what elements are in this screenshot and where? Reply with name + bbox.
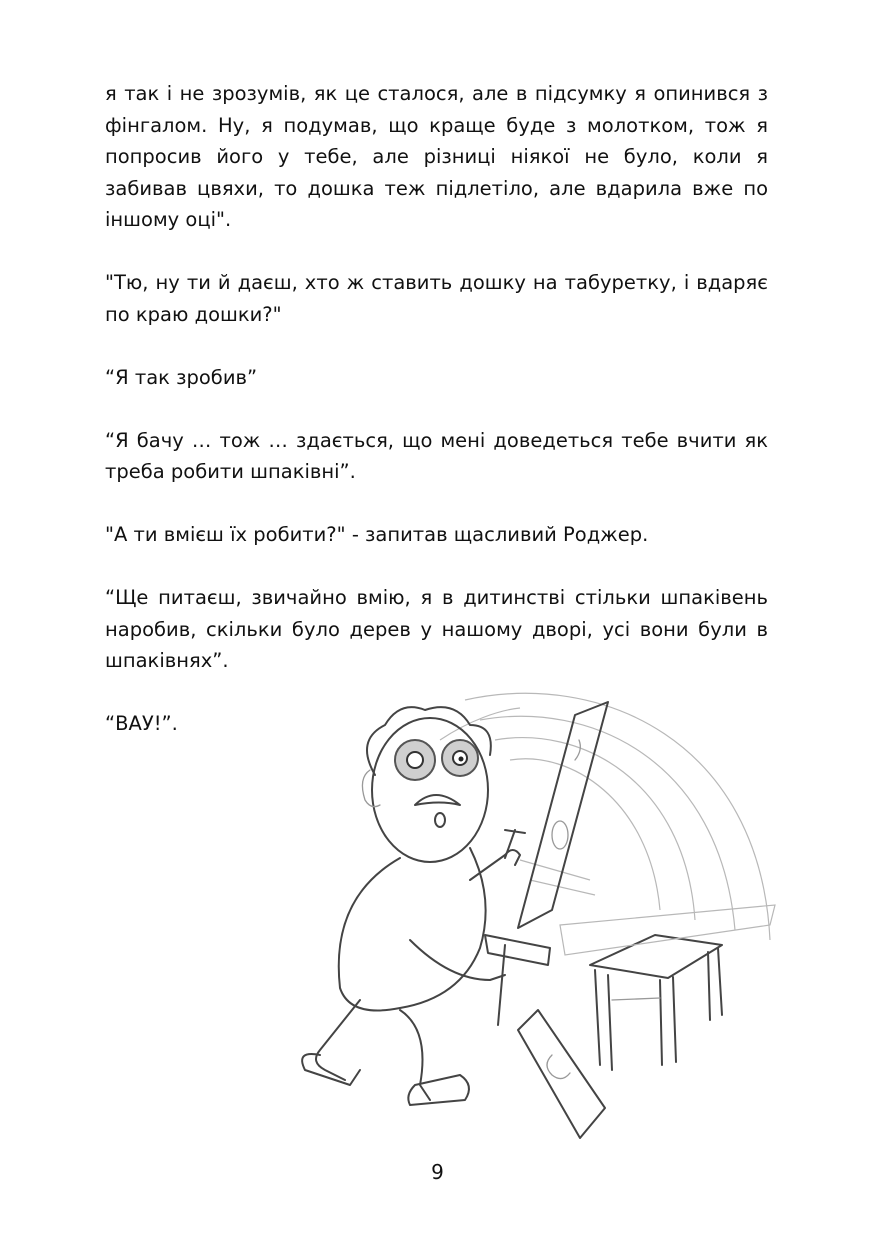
paragraph: "А ти вмієш їх робити?" - запитав щасливий Роджер. (105, 523, 649, 546)
page-number: 9 (431, 1160, 444, 1184)
paragraph: “ВАУ!”. (105, 712, 178, 735)
man-hammer-board-illustration (290, 680, 790, 1150)
paragraph: “Я так зробив” (105, 365, 258, 389)
sketch-drawing (290, 680, 790, 1150)
story-text (105, 78, 768, 740)
paragraph: я так і не зрозумів, як це сталося, але в підсумку я опинився з фінгалом. Ну, я подумав, що краще буде з молотком, тож я попросив його у тебе, але різниці ніякої не було, коли я забивав цвяхи, то дошка теж підлетіло, але вдарила вже по іншому оці". (105, 82, 768, 231)
paragraph: “Ще питаєш, звичайно вмію, я в дитинстві стільки шпаківень наробив, скільки було дерев у нашому дворі, усі вони були в шпаківнях”. (105, 586, 768, 672)
paragraph: “Я бачу … тож … здається, що мені доведеться тебе вчити як треба робити шпаківні”. (105, 428, 768, 483)
paragraph: "Тю, ну ти й даєш, хто ж ставить дошку на табуретку, і вдаряє по краю дошки?" (105, 271, 768, 326)
